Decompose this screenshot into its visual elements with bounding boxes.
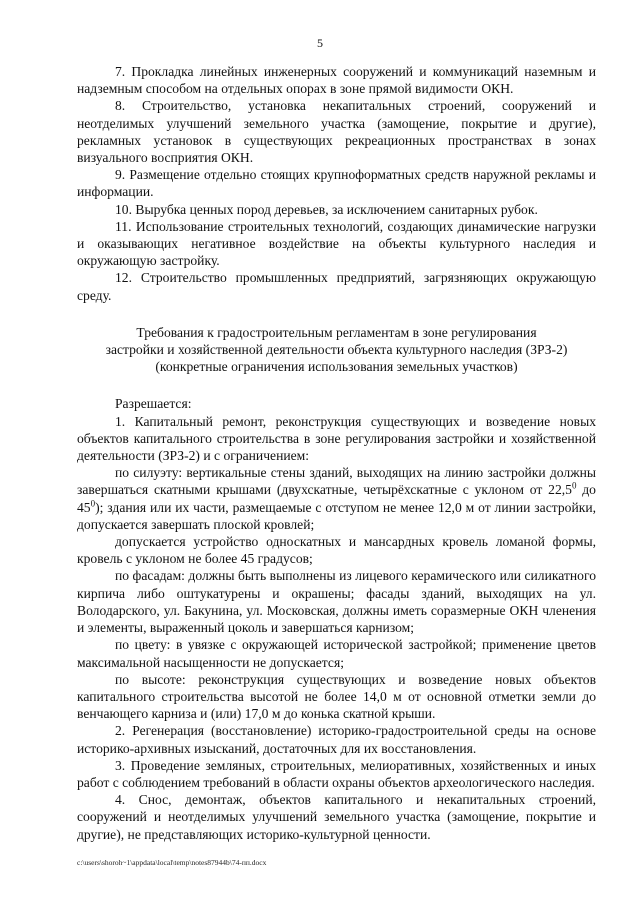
heading-line: Требования к градостроительным регламентам в зоне регулирования [136, 324, 537, 340]
text-run: ); здания или их части, размещаемые с отступом не менее 12,0 м от линии застройки, допускается завершать плоской кровлей; [77, 499, 596, 532]
page-number: 5 [317, 36, 323, 50]
list-item: 10. Вырубка ценных пород деревьев, за исключением санитарных рубок. [115, 201, 538, 217]
heading-line: застройки и хозяйственной деятельности объекта культурного наследия (ЗРЗ-2) [105, 342, 568, 358]
degree-superscript: 0 [90, 498, 96, 509]
degree-superscript: 0 [571, 480, 577, 491]
section-heading [77, 324, 596, 376]
list-item: 7. Прокладка линейных инженерных сооружений и коммуникаций наземным и надземным способом на отдельных опорах в зоне прямой видимости ОКН. [77, 64, 596, 97]
list-item: 11. Использование строительных технологий, создающих динамические нагрузки и оказывающих негативное воздействие на объекты культурного наследия и окружающую застройку. [77, 218, 596, 269]
footer-file-path: c:\users\shoroh~1\appdata\local\temp\notes87944b\74-пп.docx [77, 858, 267, 867]
paragraph-item-1: 1. Капитальный ремонт, реконструкция существующих и возведение новых объектов капитального строительства в зоне регулирования застройки и хозяйственной деятельности (ЗРЗ-2) и с ограничением: [77, 413, 596, 464]
paragraph-silhouette [77, 464, 596, 533]
paragraph-height: по высоте: реконструкция существующих и возведение новых объектов капитального строительства высотой не более 14,0 м от основной отметки земли до венчающего карниза и (или) 17,0 м до конька скатной крыши. [77, 671, 596, 722]
allowed-label: Разрешается: [115, 396, 192, 412]
document-body [77, 63, 596, 843]
list-item: 8. Строительство, установка некапитальных строений, сооружений и неотделимых улучшений земельного участка (замощение, покрытие и другие), рекламных установок в существующих рекреационных пространствах в зонах визуального восприятия ОКН. [77, 98, 596, 166]
text-run: до 45 [77, 482, 596, 515]
paragraph-color: по цвету: в увязке с окружающей исторической застройкой; применение цветов максимальной насыщенности не допускается; [77, 637, 596, 670]
list-item: 9. Размещение отдельно стоящих крупноформатных средств наружной рекламы и информации. [77, 167, 596, 200]
paragraph-roofs: допускается устройство односкатных и мансардных кровель ломаной формы, кровель с уклоном не более 45 градусов; [77, 534, 596, 567]
text-run: по силуэту: вертикальные стены зданий, выходящих на линию застройки должны завершаться скатными крышами (двухскатные, четырёхскатные с уклоном от 22,5 [77, 465, 596, 498]
paragraph-facades: по фасадам: должны быть выполнены из лицевого керамического или силикатного кирпича либо оштукатурены и окрашены; фасады зданий, выходящих на ул. Володарского, ул. Бакунина, ул. Московская, должны иметь соразмерные ОКН членения и элементы, выраженный цоколь и завершаться карнизом; [77, 568, 596, 636]
paragraph-item-2: 2. Регенерация (восстановление) историко-градостроительной среды на основе историко-архивных изысканий, достаточных для их восстановления. [77, 723, 596, 756]
paragraph-item-3: 3. Проведение земляных, строительных, мелиоративных, хозяйственных и иных работ с соблюдением требований в области охраны объектов археологического наследия. [77, 757, 596, 790]
list-item: 12. Строительство промышленных предприятий, загрязняющих окружающую среду. [77, 270, 596, 303]
heading-line: (конкретные ограничения использования земельных участков) [155, 359, 518, 375]
paragraph-item-4: 4. Снос, демонтаж, объектов капитального и некапитальных строений, сооружений и неотделимых улучшений земельного участка (замощение, покрытие и другие), не представляющих историко-культурной ценности. [77, 792, 596, 842]
